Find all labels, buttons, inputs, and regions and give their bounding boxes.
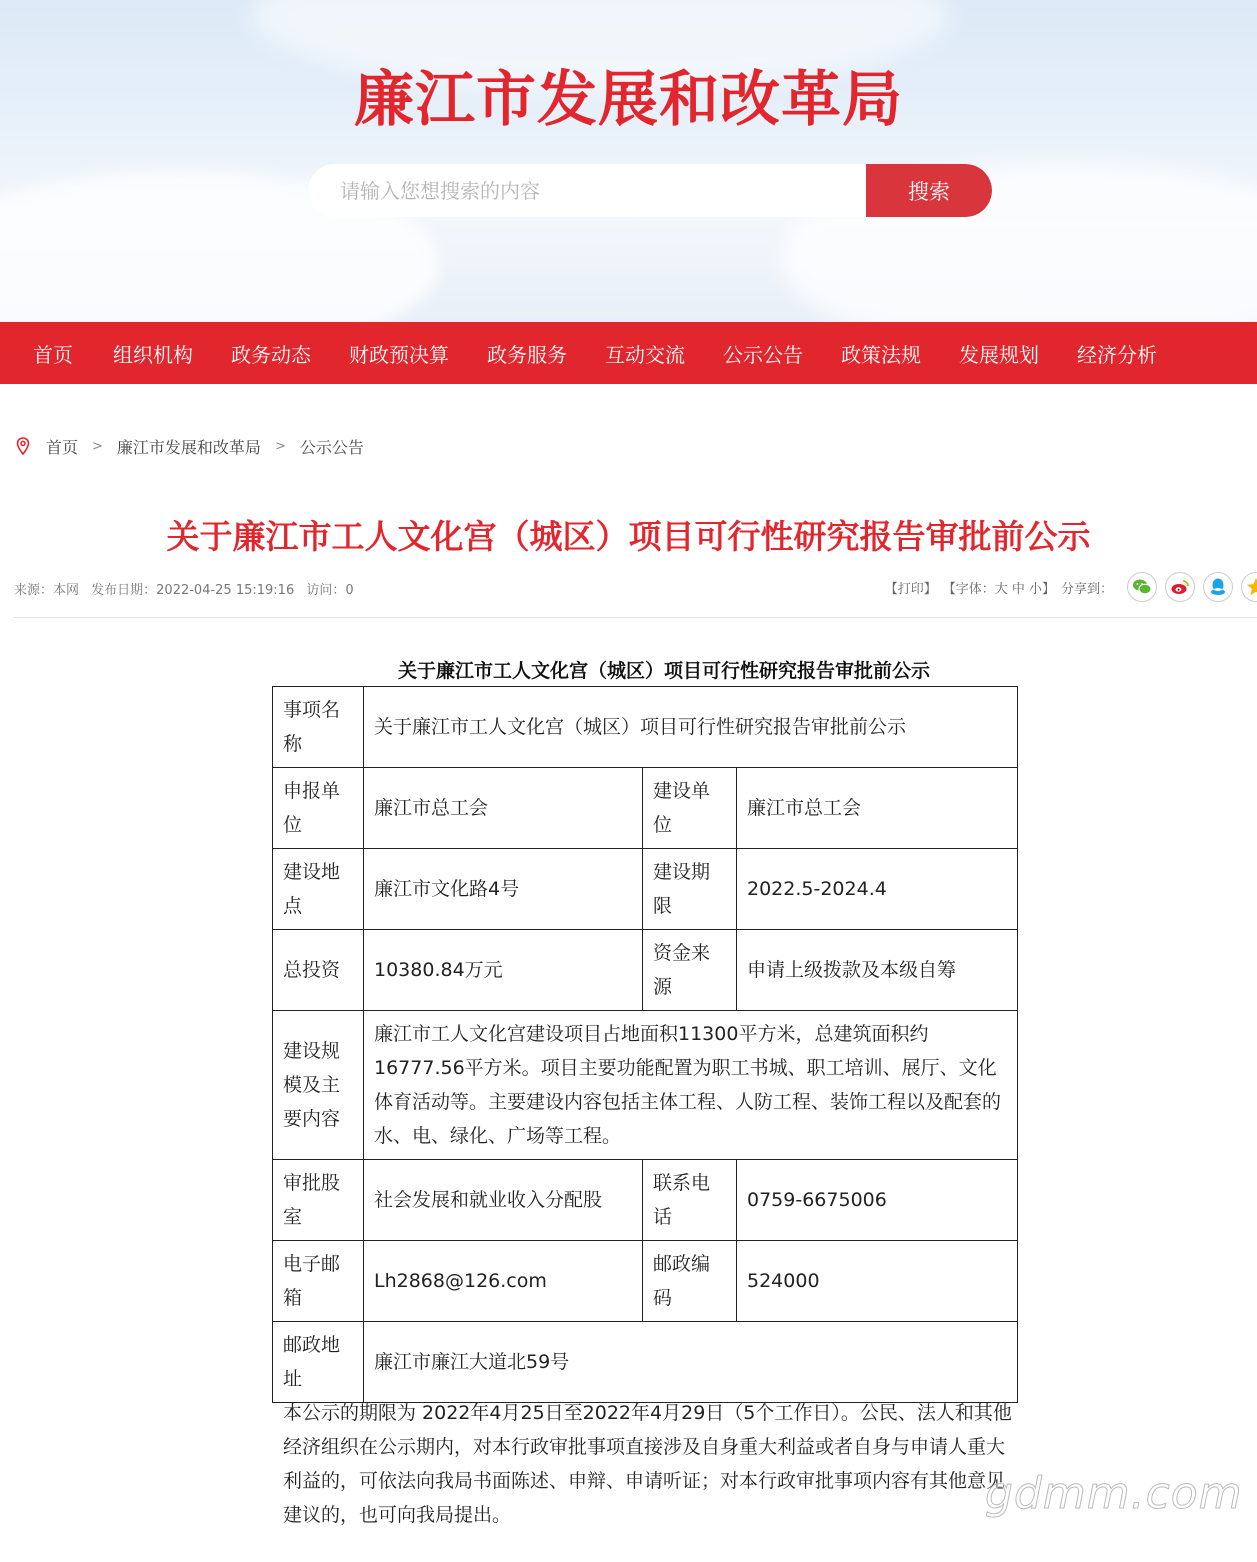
table-label: 建设单位 — [643, 768, 737, 849]
table-row — [273, 1322, 1018, 1403]
watermark-text: gdmm.com — [985, 1468, 1243, 1519]
table-value: 2022.5-2024.4 — [737, 849, 1018, 930]
table-label: 总投资 — [273, 930, 364, 1011]
document-title: 关于廉江市工人文化宫（城区）项目可行性研究报告审批前公示 — [397, 660, 930, 682]
nav-item-news[interactable]: 政务动态 — [231, 342, 311, 367]
font-size-control[interactable]: 【字体：大 中 小】 — [942, 581, 1055, 597]
table-value: 10380.84万元 — [364, 930, 643, 1011]
table-value: 社会发展和就业收入分配股 — [364, 1160, 643, 1241]
location-pin-icon — [16, 437, 30, 455]
site-title: 廉江市发展和改革局 — [354, 65, 903, 135]
qq-icon[interactable] — [1203, 572, 1233, 602]
table-label: 申报单位 — [273, 768, 364, 849]
table-row — [273, 1160, 1018, 1241]
table-label: 邮政编码 — [643, 1241, 737, 1322]
table-value: Lh2868@126.com — [364, 1241, 643, 1322]
table-label: 联系电话 — [643, 1160, 737, 1241]
search-box — [308, 164, 992, 217]
table-value: 申请上级拨款及本级自筹 — [737, 930, 1018, 1011]
search-input[interactable] — [308, 164, 866, 217]
article-source: 来源：本网 — [14, 583, 80, 598]
table-label: 建设规模及主要内容 — [273, 1011, 364, 1160]
breadcrumb-separator: > — [274, 438, 286, 454]
table-value: 廉江市廉江大道北59号 — [364, 1322, 1018, 1403]
table-row — [273, 1241, 1018, 1322]
wechat-icon[interactable] — [1127, 572, 1157, 602]
nav-item-services[interactable]: 政务服务 — [487, 342, 567, 367]
breadcrumb-current[interactable]: 公示公告 — [299, 437, 364, 457]
table-value: 廉江市文化路4号 — [364, 849, 643, 930]
table-value: 关于廉江市工人文化宫（城区）项目可行性研究报告审批前公示 — [364, 687, 1018, 768]
nav-item-organization[interactable]: 组织机构 — [113, 342, 193, 367]
table-label: 电子邮箱 — [273, 1241, 364, 1322]
article-title: 关于廉江市工人文化宫（城区）项目可行性研究报告审批前公示 — [166, 517, 1091, 556]
search-button[interactable]: 搜索 — [866, 164, 992, 217]
notice-paragraph: 本公示的期限为 2022年4月25日至2022年4月29日（5个工作日）。公民、法人和其他经济组织在公示期内，对本行政审批事项直接涉及自身重大利益或者自身与申请人重大利益的，可依法向我局书面陈述、申辩、申请听证；对本行政审批事项内容有其他意见建议的，也可向我局提出。 — [283, 1402, 1012, 1526]
table-row — [273, 930, 1018, 1011]
table-row — [273, 849, 1018, 930]
nav-item-announcements[interactable]: 公示公告 — [723, 342, 803, 367]
share-label: 分享到： — [1060, 581, 1113, 597]
table-label: 建设地点 — [273, 849, 364, 930]
table-value: 524000 — [737, 1241, 1018, 1322]
nav-item-budget[interactable]: 财政预决算 — [349, 342, 449, 367]
site-header — [0, 0, 1257, 322]
article-tools — [885, 571, 1257, 603]
table-value: 0759-6675006 — [737, 1160, 1018, 1241]
nav-item-analysis[interactable]: 经济分析 — [1077, 342, 1157, 367]
breadcrumb-separator: > — [92, 438, 103, 454]
print-link[interactable]: 【打印】 — [884, 581, 937, 597]
table-label: 资金来源 — [643, 930, 737, 1011]
breadcrumb-department[interactable]: 廉江市发展和改革局 — [116, 437, 261, 457]
article-date: 发布日期：2022-04-25 15:19:16 — [91, 583, 295, 598]
article-meta — [14, 579, 362, 598]
nav-item-policies[interactable]: 政策法规 — [841, 342, 921, 367]
main-nav — [0, 322, 1257, 384]
table-label: 事项名称 — [273, 687, 364, 768]
table-label: 邮政地址 — [273, 1322, 364, 1403]
table-value: 廉江市工人文化宫建设项目占地面积11300平方米，总建筑面积约16777.56平方米。项目主要功能配置为职工书城、职工培训、展厅、文化体育活动等。主要建设内容包括主体工程、人防工程、装饰工程以及配套的水、电、绿化、广场等工程。 — [364, 1011, 1018, 1160]
project-info-table — [272, 686, 1018, 1403]
qzone-icon[interactable] — [1241, 572, 1257, 602]
table-value: 廉江市总工会 — [737, 768, 1018, 849]
weibo-icon[interactable] — [1165, 572, 1195, 602]
nav-item-interaction[interactable]: 互动交流 — [605, 342, 685, 367]
table-row — [273, 687, 1018, 768]
breadcrumb — [16, 434, 364, 458]
table-label: 审批股室 — [273, 1160, 364, 1241]
table-row — [273, 1011, 1018, 1160]
table-label: 建设期限 — [643, 849, 737, 930]
nav-item-home[interactable]: 首页 — [33, 342, 73, 367]
breadcrumb-home[interactable]: 首页 — [46, 437, 79, 457]
nav-item-planning[interactable]: 发展规划 — [959, 342, 1039, 367]
meta-divider — [14, 617, 1257, 618]
article-visits: 访问：0 — [306, 583, 354, 598]
table-value: 廉江市总工会 — [364, 768, 643, 849]
table-row — [273, 768, 1018, 849]
